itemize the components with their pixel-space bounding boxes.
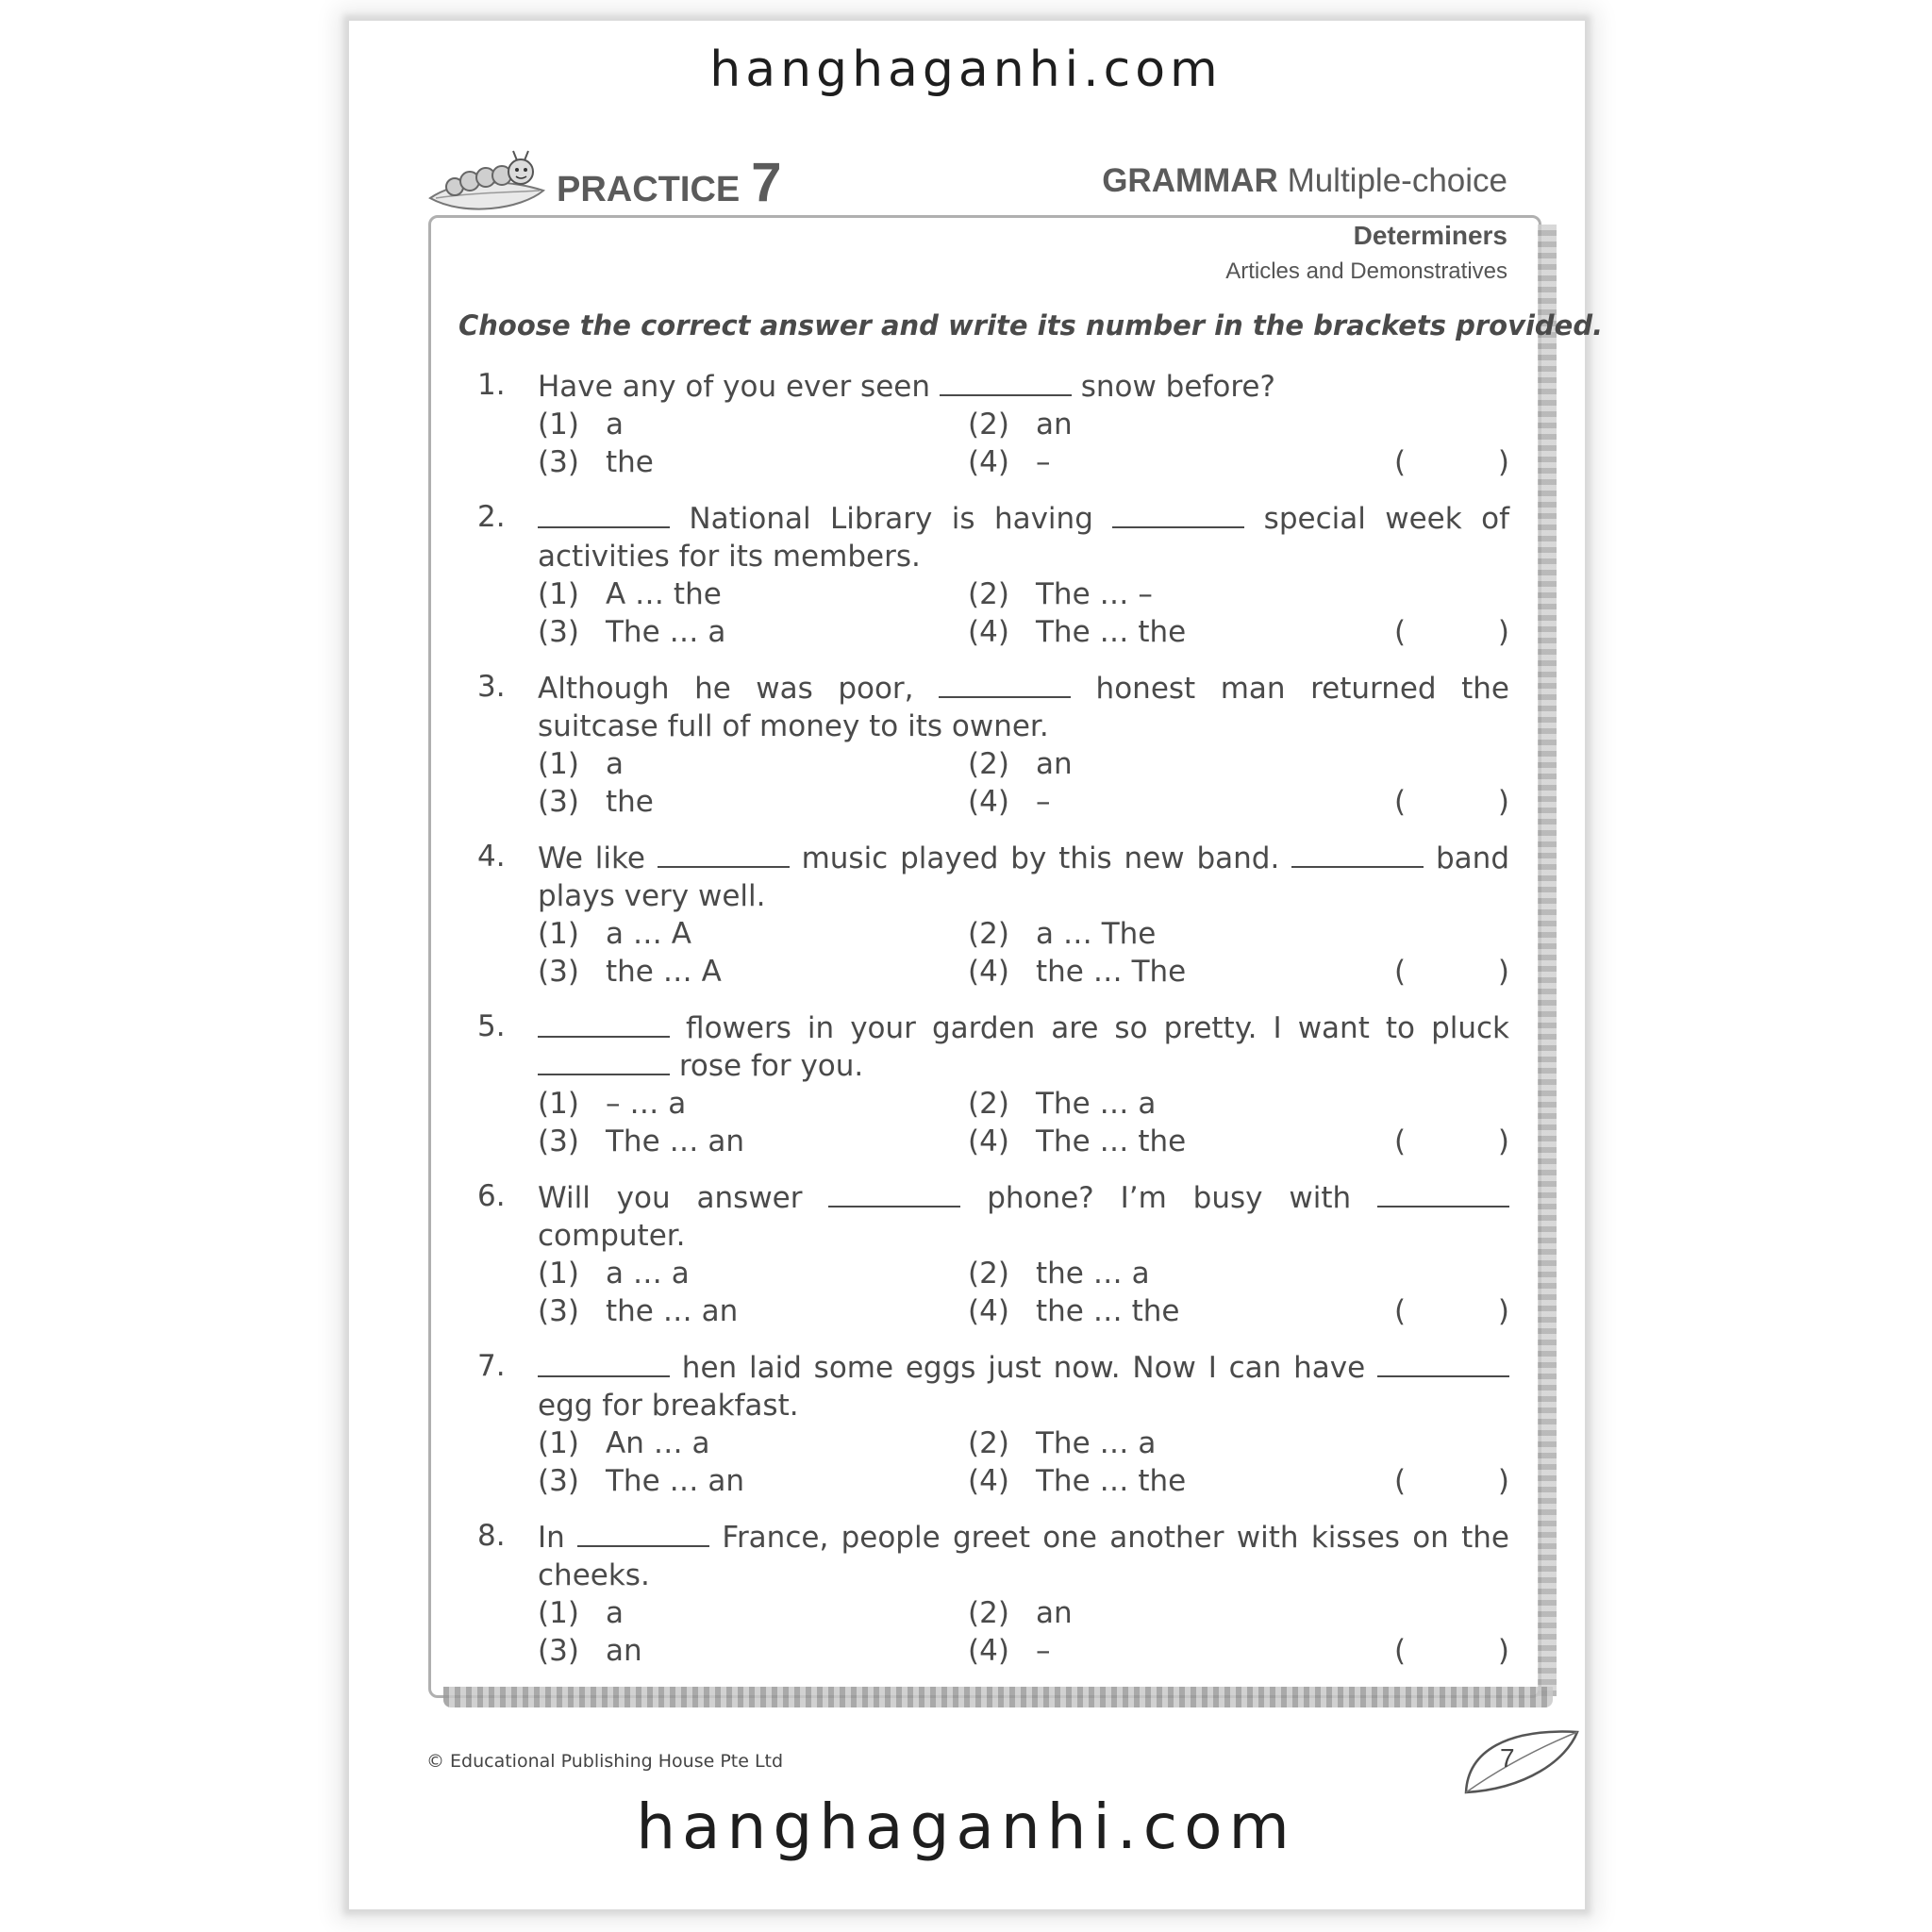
option-2 — [968, 1594, 1073, 1632]
option-1 — [538, 745, 624, 783]
question-text-part: music played by this new band. — [789, 841, 1292, 875]
options-row — [538, 1594, 1509, 1632]
option-text: – — [1036, 785, 1051, 819]
bracket-open: ( — [1394, 445, 1407, 479]
option-4 — [968, 1292, 1179, 1330]
leaf-icon — [1460, 1723, 1583, 1798]
practice-heading — [557, 151, 782, 214]
options-row — [538, 443, 1509, 481]
option-text: the … an — [606, 1294, 739, 1328]
option-4 — [968, 1123, 1186, 1160]
options — [538, 1255, 1509, 1330]
option-1 — [538, 575, 722, 613]
option-1 — [538, 1594, 624, 1632]
option-number: (1) — [538, 577, 579, 611]
option-number: (4) — [968, 445, 1009, 479]
option-number: (2) — [968, 1426, 1009, 1460]
question-text-part: We like — [538, 841, 658, 875]
option-text: the — [606, 445, 654, 479]
options — [538, 1594, 1509, 1670]
options-row — [538, 406, 1509, 443]
option-text: The … a — [1036, 1426, 1157, 1460]
bracket-open: ( — [1394, 955, 1407, 989]
question-text-part: egg for breakfast. — [538, 1389, 799, 1423]
options-row — [538, 915, 1509, 953]
options — [538, 406, 1509, 481]
option-number: (2) — [968, 1257, 1009, 1291]
option-1 — [538, 1424, 710, 1462]
option-text: The … the — [1036, 1124, 1187, 1158]
watermark-bottom: hanghaganhi.com — [636, 1790, 1296, 1863]
frame-shadow-bottom — [443, 1687, 1553, 1707]
question-number: 4. — [477, 840, 506, 874]
options — [538, 745, 1509, 821]
options-row — [538, 1632, 1509, 1670]
question-text-part: snow before? — [1071, 370, 1275, 404]
question-number: 6. — [477, 1179, 506, 1213]
option-2 — [968, 1255, 1150, 1292]
bracket-close: ) — [1497, 445, 1509, 479]
grammar-label: GRAMMAR — [1102, 162, 1278, 199]
answer-blank[interactable] — [658, 841, 790, 868]
option-number: (1) — [538, 1257, 579, 1291]
instruction-text: Choose the correct answer and write its number in the brackets provided. — [458, 309, 1604, 341]
question-text — [538, 368, 1509, 406]
option-number: (4) — [968, 785, 1009, 819]
answer-blank[interactable] — [538, 1049, 670, 1075]
option-2 — [968, 745, 1073, 783]
options — [538, 1085, 1509, 1160]
bracket-close: ) — [1497, 1634, 1509, 1668]
copyright-text: © Educational Publishing House Pte Ltd — [426, 1751, 784, 1772]
question-text-part: Although he was poor, — [538, 672, 940, 706]
option-number: (4) — [968, 615, 1009, 649]
option-number: (3) — [538, 1634, 579, 1668]
option-3 — [538, 1632, 642, 1670]
option-text: The … – — [1036, 577, 1153, 611]
option-text: a — [606, 408, 624, 441]
option-number: (4) — [968, 1124, 1009, 1158]
option-4 — [968, 443, 1051, 481]
option-number: (1) — [538, 1087, 579, 1121]
answer-blank[interactable] — [940, 370, 1072, 396]
question-text — [538, 1349, 1509, 1424]
option-2 — [968, 1424, 1156, 1462]
options-row — [538, 1462, 1509, 1500]
option-4 — [968, 613, 1186, 651]
option-1 — [538, 1255, 690, 1292]
practice-word: PRACTICE — [557, 170, 741, 209]
option-number: (2) — [968, 1087, 1009, 1121]
option-text: an — [1036, 747, 1073, 781]
answer-blank[interactable] — [1377, 1181, 1509, 1208]
options — [538, 575, 1509, 651]
option-text: the … A — [606, 955, 722, 989]
question-text — [538, 1179, 1509, 1255]
question-text — [538, 1009, 1509, 1085]
option-4 — [968, 1632, 1051, 1670]
question-number: 2. — [477, 500, 506, 534]
question-number: 1. — [477, 368, 506, 402]
option-2 — [968, 406, 1073, 443]
question-text-part: Will you answer — [538, 1181, 829, 1215]
question-number: 8. — [477, 1519, 506, 1553]
option-number: (2) — [968, 747, 1009, 781]
bracket-open: ( — [1394, 1464, 1407, 1498]
option-3 — [538, 783, 654, 821]
option-3 — [538, 1123, 744, 1160]
grammar-type: Multiple-choice — [1287, 162, 1507, 199]
question-item — [477, 1009, 1509, 1160]
option-text: the … The — [1036, 955, 1187, 989]
option-number: (1) — [538, 917, 579, 951]
frame-shadow-right — [1538, 225, 1557, 1696]
option-number: (1) — [538, 1426, 579, 1460]
option-number: (1) — [538, 408, 579, 441]
watermark-top: hanghaganhi.com — [709, 42, 1223, 98]
question-item — [477, 1349, 1509, 1500]
option-text: – — [1036, 1634, 1051, 1668]
bracket-open: ( — [1394, 1124, 1407, 1158]
option-text: a — [606, 747, 624, 781]
options-row — [538, 745, 1509, 783]
option-number: (3) — [538, 1294, 579, 1328]
option-number: (2) — [968, 577, 1009, 611]
option-3 — [538, 613, 725, 651]
bracket-open: ( — [1394, 1634, 1407, 1668]
option-3 — [538, 1292, 738, 1330]
option-text: The … the — [1036, 1464, 1187, 1498]
answer-blank[interactable] — [538, 1351, 670, 1377]
grammar-heading — [1102, 162, 1507, 200]
option-text: the … the — [1036, 1294, 1180, 1328]
option-number: (2) — [968, 1596, 1009, 1630]
option-text: The … a — [606, 615, 726, 649]
option-number: (3) — [538, 615, 579, 649]
question-text-part: hen laid some eggs just now. Now I can have — [670, 1351, 1377, 1385]
question-text-part: France, people greet one another with kisses on the cheeks. — [538, 1521, 1509, 1592]
options — [538, 1424, 1509, 1500]
option-number: (4) — [968, 955, 1009, 989]
practice-number: 7 — [751, 152, 782, 213]
question-item — [477, 500, 1509, 651]
option-text: The … an — [606, 1124, 745, 1158]
option-4 — [968, 783, 1051, 821]
option-4 — [968, 1462, 1186, 1500]
options-row — [538, 783, 1509, 821]
question-text — [538, 1519, 1509, 1594]
option-1 — [538, 1085, 686, 1123]
question-text-part: National Library is having — [670, 502, 1113, 536]
options — [538, 915, 1509, 991]
option-text: a … A — [606, 917, 691, 951]
answer-blank[interactable] — [538, 502, 670, 528]
question-text-part: band plays very well. — [538, 841, 1509, 913]
option-number: (3) — [538, 785, 579, 819]
question-text-part: Have any of you ever seen — [538, 370, 940, 404]
question-text — [538, 840, 1509, 915]
option-text: a … The — [1036, 917, 1157, 951]
option-3 — [538, 953, 722, 991]
question-text-part: rose for you. — [670, 1049, 864, 1083]
option-number: (2) — [968, 917, 1009, 951]
option-text: an — [1036, 1596, 1073, 1630]
bracket-close: ) — [1497, 785, 1509, 819]
option-number: (3) — [538, 445, 579, 479]
options-row — [538, 1292, 1509, 1330]
option-text: an — [606, 1634, 642, 1668]
option-number: (4) — [968, 1634, 1009, 1668]
question-text — [538, 670, 1509, 745]
topic-title: Determiners — [1353, 221, 1507, 250]
bracket-open: ( — [1394, 785, 1407, 819]
bracket-close: ) — [1497, 955, 1509, 989]
option-1 — [538, 915, 691, 953]
bracket-close: ) — [1497, 1124, 1509, 1158]
option-1 — [538, 406, 624, 443]
answer-blank[interactable] — [828, 1181, 960, 1208]
option-text: a — [606, 1596, 624, 1630]
option-text: – … a — [606, 1087, 687, 1121]
option-text: – — [1036, 445, 1051, 479]
option-text: the … a — [1036, 1257, 1150, 1291]
question-text-part: In — [538, 1521, 578, 1555]
option-number: (2) — [968, 408, 1009, 441]
option-text: The … an — [606, 1464, 745, 1498]
option-3 — [538, 443, 654, 481]
option-number: (4) — [968, 1294, 1009, 1328]
options-row — [538, 613, 1509, 651]
question-number: 5. — [477, 1009, 506, 1043]
options-row — [538, 1424, 1509, 1462]
bracket-open: ( — [1394, 1294, 1407, 1328]
option-number: (3) — [538, 1124, 579, 1158]
answer-blank[interactable] — [577, 1521, 709, 1547]
question-item — [477, 670, 1509, 821]
answer-blank[interactable] — [1377, 1351, 1509, 1377]
answer-blank[interactable] — [1112, 502, 1244, 528]
option-number: (1) — [538, 1596, 579, 1630]
option-text: an — [1036, 408, 1073, 441]
options-row — [538, 1255, 1509, 1292]
option-number: (3) — [538, 1464, 579, 1498]
bracket-close: ) — [1497, 1294, 1509, 1328]
option-text: The … a — [1036, 1087, 1157, 1121]
answer-blank[interactable] — [939, 672, 1071, 698]
question-text-part: flowers in your garden are so pretty. I want to pluck — [670, 1011, 1509, 1045]
question-text — [538, 500, 1509, 575]
page-number: 7 — [1500, 1743, 1515, 1773]
option-2 — [968, 1085, 1156, 1123]
bracket-close: ) — [1497, 1464, 1509, 1498]
question-text-part: computer. — [538, 1219, 686, 1253]
subtopic-title: Articles and Demonstratives — [1225, 258, 1507, 284]
question-text-part: honest man returned the suitcase full of money to its owner. — [538, 672, 1509, 743]
options-row — [538, 1123, 1509, 1160]
option-number: (4) — [968, 1464, 1009, 1498]
question-number: 7. — [477, 1349, 506, 1383]
bracket-open: ( — [1394, 615, 1407, 649]
options-row — [538, 1085, 1509, 1123]
answer-blank[interactable] — [538, 1011, 670, 1038]
question-item — [477, 1179, 1509, 1330]
option-2 — [968, 915, 1156, 953]
question-number: 3. — [477, 670, 506, 704]
options-row — [538, 575, 1509, 613]
question-item — [477, 1519, 1509, 1670]
caterpillar-on-leaf-icon — [426, 143, 549, 219]
option-text: A … the — [606, 577, 722, 611]
answer-blank[interactable] — [1291, 841, 1424, 868]
option-2 — [968, 575, 1153, 613]
question-text-part: special week of activities for its members. — [538, 502, 1509, 574]
option-text: An … a — [606, 1426, 710, 1460]
option-text: a … a — [606, 1257, 690, 1291]
bracket-close: ) — [1497, 615, 1509, 649]
options-row — [538, 953, 1509, 991]
option-4 — [968, 953, 1186, 991]
option-3 — [538, 1462, 744, 1500]
option-text: the — [606, 785, 654, 819]
question-item — [477, 368, 1509, 481]
question-item — [477, 840, 1509, 991]
option-number: (3) — [538, 955, 579, 989]
option-text: The … the — [1036, 615, 1187, 649]
question-text-part: phone? I’m busy with — [960, 1181, 1378, 1215]
option-number: (1) — [538, 747, 579, 781]
